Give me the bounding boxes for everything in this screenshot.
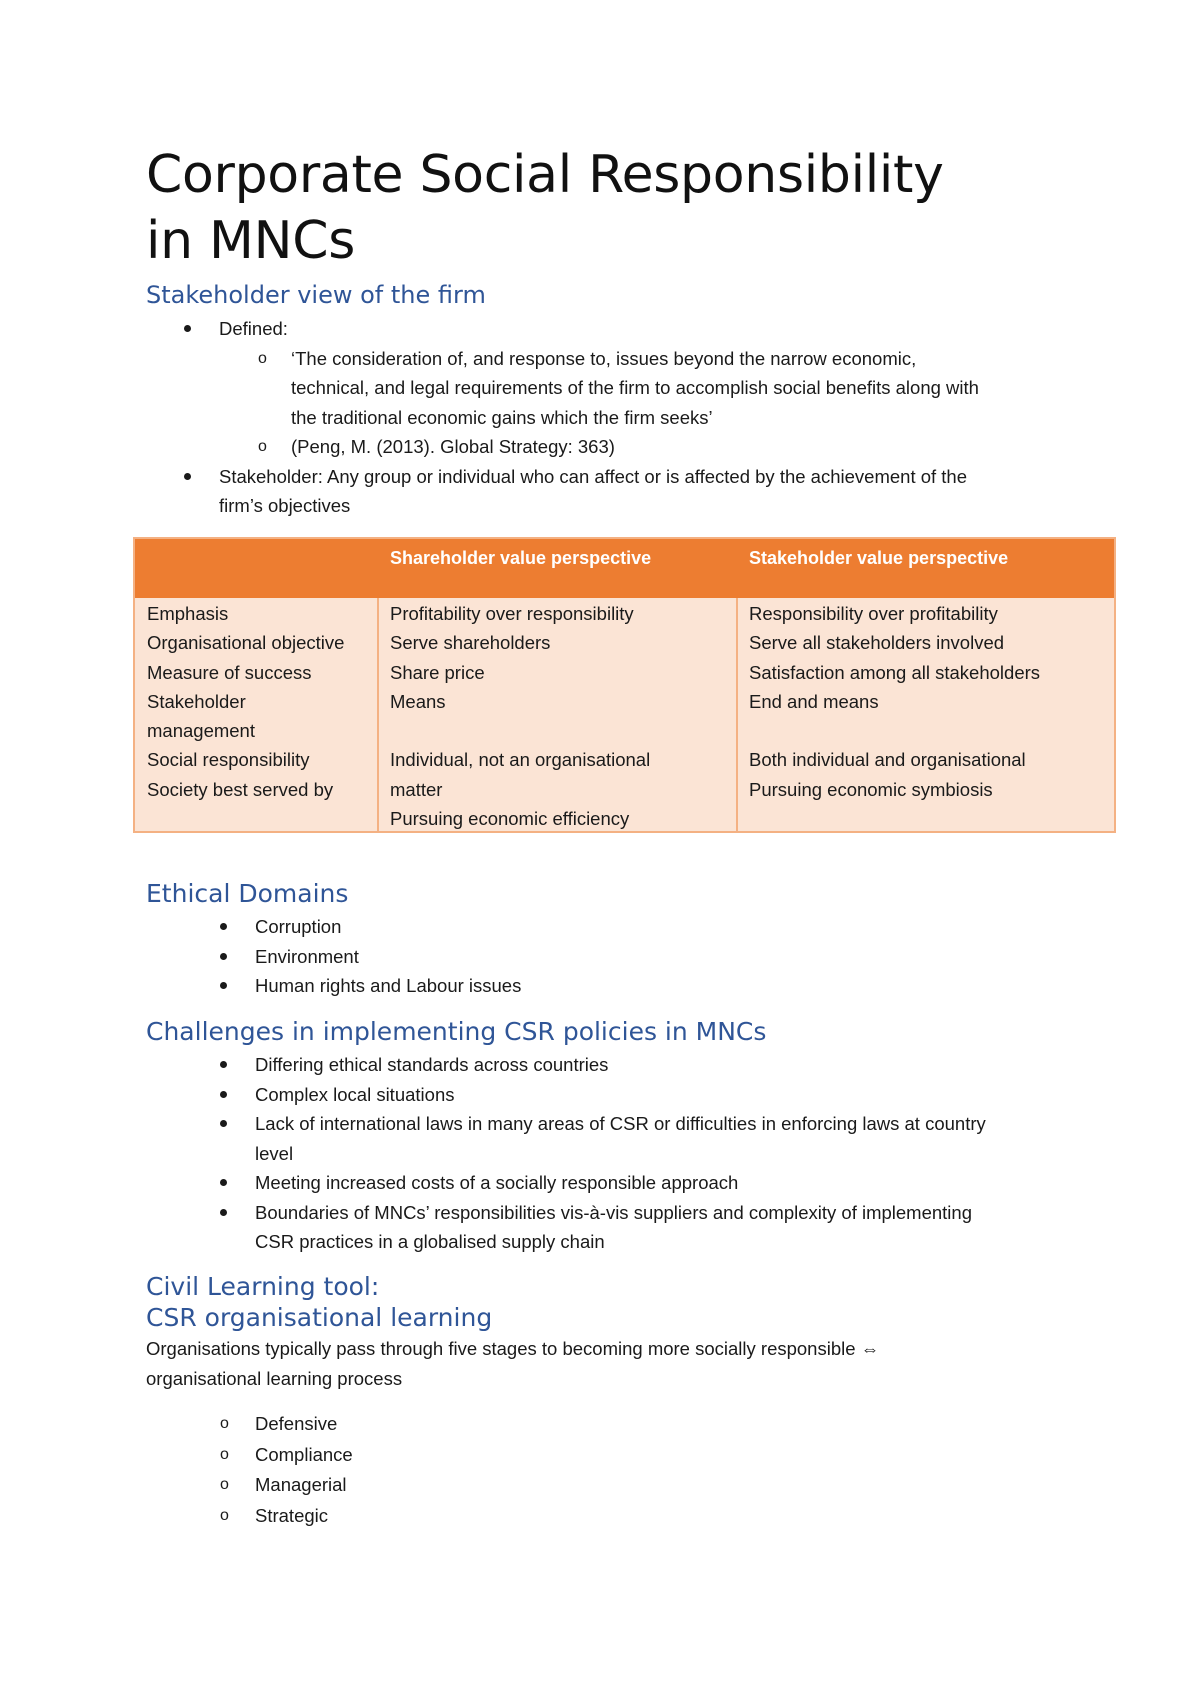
challenge-item: Meeting increased costs of a socially responsible approach [255,1172,739,1193]
ethical-item: Human rights and Labour issues [255,975,522,996]
list-item [146,1109,1096,1168]
title-line-1: Corporate Social Responsibility [146,145,944,205]
list-item [146,462,1096,521]
stage-item: Defensive [255,1413,338,1434]
list-item [146,1198,1096,1257]
table-cell: management [147,720,255,742]
bullet-icon [220,1209,227,1216]
bullet-icon [220,1061,227,1068]
ethical-item: Environment [255,945,359,967]
table-cell: matter [390,778,443,800]
header-cell-shareholder: Shareholder value perspective [390,548,652,568]
ethical-item: Corruption [255,916,342,937]
list-item [146,1440,746,1471]
stage-item: Compliance [255,1443,353,1465]
column-divider [736,598,738,831]
table-column-shareholder [390,599,650,833]
table-cell: Profitability over responsibility [390,603,634,624]
table-column-stakeholder [749,599,1040,804]
list-item [146,1168,1096,1198]
table-cell: Both individual and organisational [749,749,1026,771]
table-cell: Individual, not an organisational [390,749,651,771]
civil-intro [146,1334,879,1393]
challenges-heading: Challenges in implementing CSR policies in MNCs [146,1017,767,1046]
quote-line: ‘The consideration of, and response to, issues beyond the narrow economic, [291,347,917,369]
table-header-row [135,539,1114,598]
civil-intro-line: Organisations typically pass through five stages to becoming more socially responsible ⇔ [146,1338,880,1359]
bullet-icon [220,1179,227,1186]
header-cell-stakeholder: Stakeholder value perspective [749,548,1009,568]
table-cell: Emphasis [147,603,229,624]
bullet-icon [220,1091,227,1098]
list-item [146,1470,746,1501]
table-cell: Social responsibility [147,749,310,771]
list-item [146,942,1046,972]
ethical-domains-list [146,912,1046,1001]
list-item [146,1501,746,1532]
citation: (Peng, M. (2013). Global Strategy: 363) [291,436,615,457]
table-cell: End and means [749,690,879,712]
hollow-bullet-icon: o [258,438,267,455]
list-item [146,314,1096,344]
challenge-item-line: Boundaries of MNCs’ responsibilities vis-à-vis suppliers and complexity of implementing [255,1201,972,1223]
challenge-item: Complex local situations [255,1083,455,1105]
challenge-item-line: CSR practices in a globalised supply chain [255,1231,605,1252]
challenge-item-line: Lack of international laws in many areas of CSR or difficulties in enforcing laws at country [255,1113,986,1134]
list-item [146,432,1096,462]
list-item [146,971,1046,1001]
title-line-2: in MNCs [146,211,355,271]
column-divider [377,598,379,831]
hollow-bullet-icon: o [220,1506,229,1524]
table-cell: Responsibility over profitability [749,603,998,624]
list-item [146,912,1046,942]
table-cell: Serve shareholders [390,632,551,654]
quote-line: technical, and legal requirements of the firm to accomplish social benefits along with [291,377,979,398]
hollow-bullet-icon: o [220,1445,229,1463]
challenge-item-line: level [255,1142,294,1164]
bullet-icon [184,473,191,480]
list-item [146,1080,1096,1110]
table-cell: Stakeholder [147,690,246,712]
table-column-criteria [147,599,344,804]
quote-line: the traditional economic gains which the firm seeks’ [291,406,713,428]
defined-label: Defined: [219,318,288,339]
stakeholder-list [146,314,1096,521]
document-title [146,142,1086,274]
table-cell: Satisfaction among all stakeholders [749,661,1041,683]
table-cell: Share price [390,661,485,683]
ethical-domains-heading: Ethical Domains [146,879,349,908]
table-cell: Measure of success [147,661,312,683]
challenge-item: Differing ethical standards across countries [255,1054,609,1075]
table-cell: Society best served by [147,778,334,800]
bullet-icon [220,923,227,930]
hollow-bullet-icon: o [258,349,267,367]
table-cell: Serve all stakeholders involved [749,632,1005,654]
table-cell: Organisational objective [147,632,345,654]
list-item [146,1409,746,1440]
bullet-icon [220,982,227,989]
hollow-bullet-icon: o [220,1415,229,1432]
challenges-list [146,1050,1096,1257]
table-cell: Pursuing economic efficiency [390,808,630,830]
list-item [146,1050,1096,1080]
table-cell: Means [390,690,446,712]
perspective-table [133,537,1116,833]
list-item [146,344,1096,433]
stakeholder-heading: Stakeholder view of the firm [146,281,486,309]
table-cell [390,716,650,745]
table-cell [749,716,1040,745]
bullet-icon [220,1120,227,1127]
bullet-icon [220,953,227,960]
stages-list [146,1409,746,1531]
hollow-bullet-icon: o [220,1476,229,1493]
civil-learning-heading: Civil Learning tool: [146,1272,380,1301]
csr-learning-subheading: CSR organisational learning [146,1303,493,1332]
stage-item: Strategic [255,1504,329,1526]
stakeholder-definition-line: Stakeholder: Any group or individual who can affect or is affected by the achievement of the [219,465,968,487]
stage-item: Managerial [255,1474,347,1495]
civil-intro-line: organisational learning process [146,1367,403,1389]
stakeholder-definition-line: firm’s objectives [219,495,351,516]
bullet-icon [184,325,191,332]
table-cell: Pursuing economic symbiosis [749,778,993,800]
